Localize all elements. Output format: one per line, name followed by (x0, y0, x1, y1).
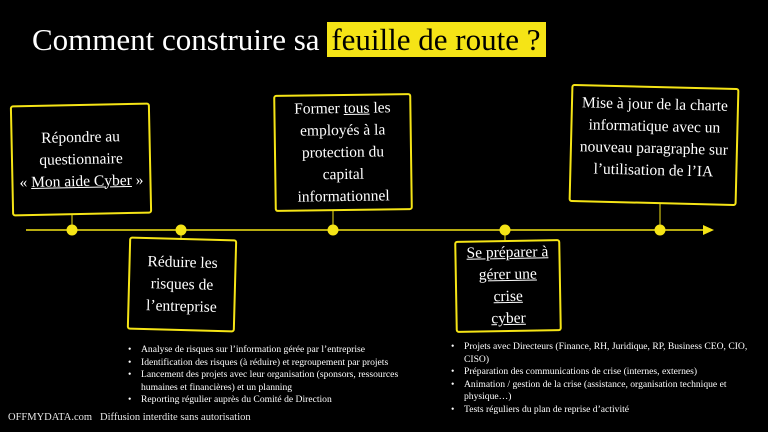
step2-line2: risques de (150, 274, 214, 294)
step5-line4: l’utilisation de l’IA (593, 160, 714, 181)
title-highlight: feuille de route ? (327, 22, 546, 57)
step-box-crisis (454, 239, 562, 333)
timeline-arrowhead (703, 225, 714, 235)
step5-line3: nouveau paragraphe sur (579, 138, 729, 159)
step-box-reduce-risks (127, 237, 237, 333)
step3-line2: employés à la (299, 120, 386, 140)
footer-brand: OFFMYDATA.com (8, 412, 93, 423)
timeline-dot-2 (176, 225, 187, 236)
crisis-details-list (448, 341, 760, 417)
page-title: Comment construire sa feuille de route ? (32, 18, 546, 62)
mon-aide-cyber-link[interactable]: Mon aide Cyber (30, 171, 132, 191)
step2-line1: Réduire les (147, 252, 218, 272)
step-box-charter-ai (569, 84, 740, 206)
list-item: • Lancement des projets avec leur organisation (sponsors, ressources humaines et financières) et un planning (137, 369, 437, 394)
list-item: • Reporting régulier auprès du Comité de Direction (137, 394, 437, 407)
step5-line2: informatique avec un (588, 116, 721, 137)
step-box-training (273, 93, 413, 212)
list-item: • Animation / gestion de la crise (assistance, organisation technique et physique…) (460, 379, 760, 404)
step1-line3: « Mon aide Cyber » (19, 171, 144, 191)
footer-notice: Diffusion interdite sans autorisation (100, 412, 251, 423)
step-box-questionnaire (10, 103, 152, 217)
step5-line1: Mise à jour de la charte (581, 94, 729, 115)
step3-line4: informationnel (297, 186, 390, 206)
list-item: • Identification des risques (à réduire) et regroupement par projets (137, 357, 437, 370)
list-item: • Analyse de risques sur l’information gérée par l’entreprise (137, 344, 437, 357)
list-item: • Projets avec Directeurs (Finance, RH, Juridique, RP, Business CEO, CIO, CISO) (460, 341, 760, 366)
step4-line3: cyber (491, 309, 526, 328)
step1-line2: questionnaire (39, 149, 123, 169)
risk-details-list (125, 344, 437, 407)
step1-line1: Répondre au (40, 127, 121, 147)
timeline-dot-3 (328, 225, 339, 236)
timeline-dot-1 (67, 225, 78, 236)
list-item: • Tests réguliers du plan de reprise d’activité (460, 404, 760, 417)
step4-line1: Se préparer à (466, 243, 549, 262)
timeline-dot-4 (500, 225, 511, 236)
step4-line2: gérer une crise (478, 265, 537, 306)
step3-line1: Former tous les (294, 98, 391, 118)
step3-line3: protection du capital (301, 142, 385, 183)
footer (8, 412, 251, 423)
step2-line3: l’entreprise (145, 296, 217, 316)
timeline-dot-5 (655, 225, 666, 236)
list-item: • Préparation des communications de crise (internes, externes) (460, 366, 760, 379)
